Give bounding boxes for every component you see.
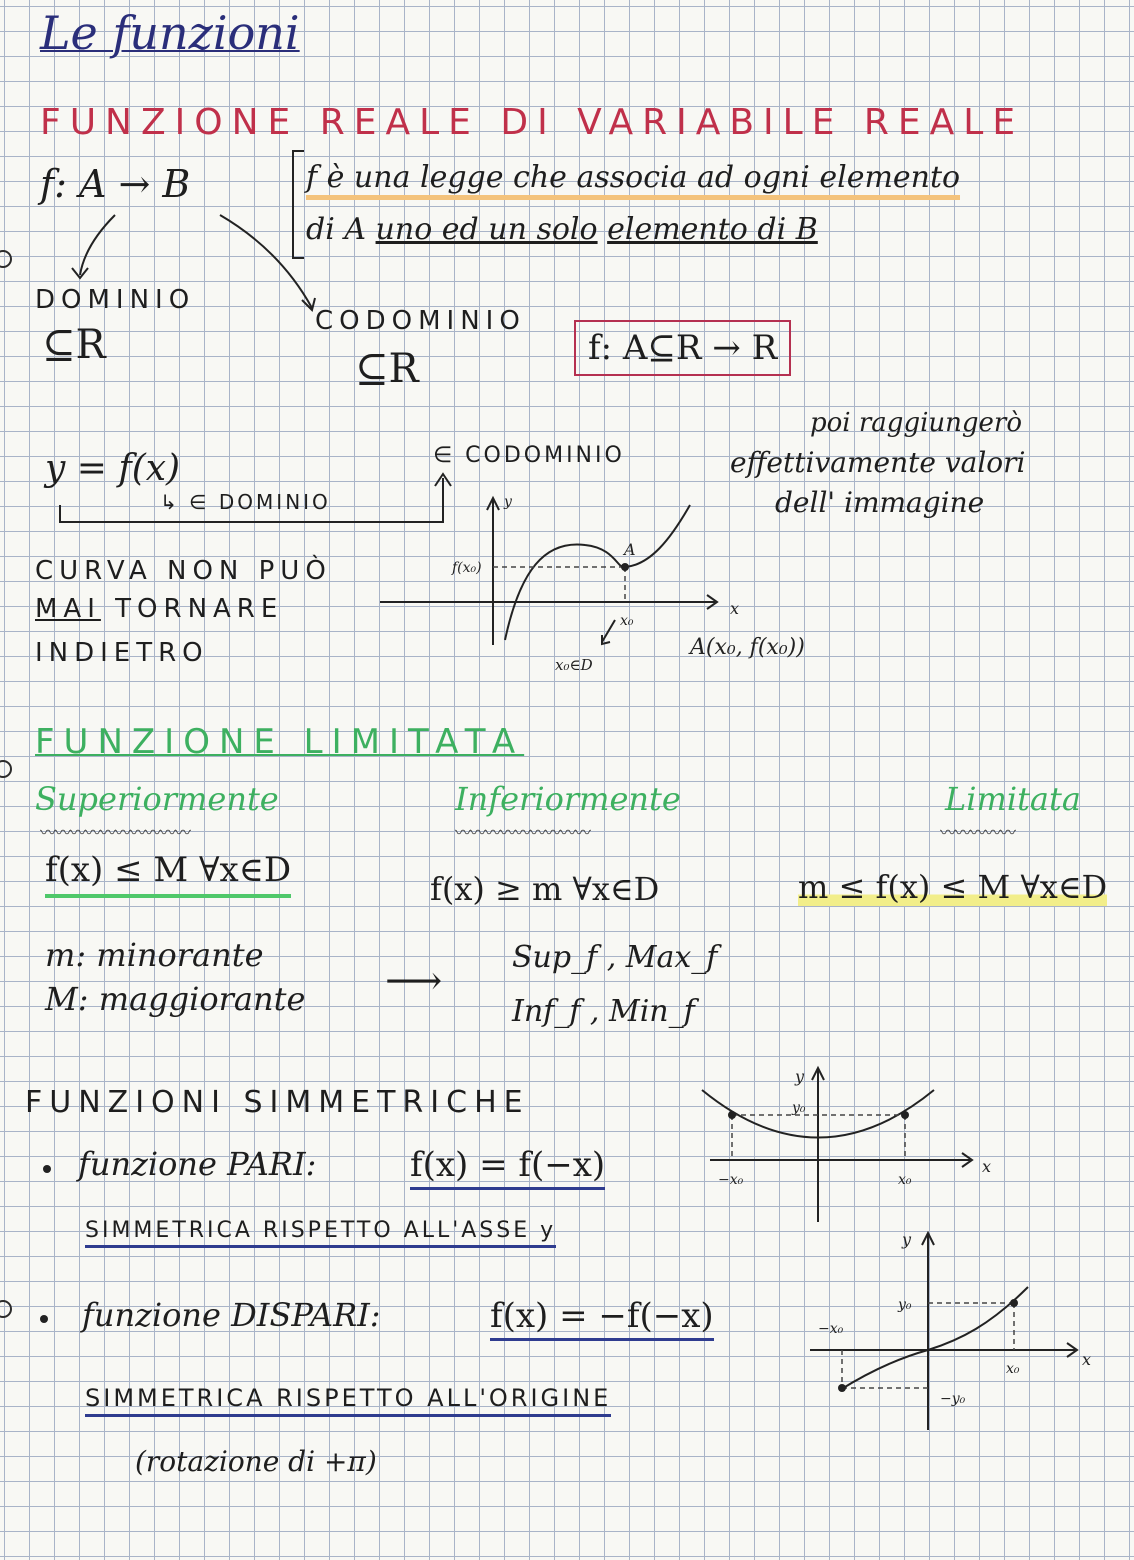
even-mx0-label: −x₀ xyxy=(718,1172,744,1188)
sup-formula: f(x) ≤ M ∀x∈D xyxy=(45,850,291,898)
wavy-underline-sup: 〰〰〰〰〰〰〰〰〰〰 xyxy=(40,823,191,842)
function-map: f: A → B xyxy=(40,162,191,206)
codominio-subset: ⊆R xyxy=(355,346,419,392)
limitata-title: Limitata xyxy=(945,780,1081,818)
dominio-label: DOMINIO xyxy=(35,285,196,315)
curve-note-line-1: CURVA NON PUÒ xyxy=(35,556,332,586)
note-line-3: dell' immagine xyxy=(775,486,985,519)
wavy-underline-lim: 〰〰〰〰〰 xyxy=(940,823,1016,842)
definition-line-2-a: di A xyxy=(306,212,366,247)
even-x0-label: x₀ xyxy=(898,1172,912,1188)
even-y0-label: y₀ xyxy=(792,1100,806,1116)
even-point-left xyxy=(728,1111,736,1119)
odd-x0-label: x₀ xyxy=(1006,1361,1020,1377)
pari-label: funzione PARI: xyxy=(78,1145,317,1183)
minorante-label: m: minorante xyxy=(45,936,264,974)
curve-note-line-2 xyxy=(35,594,283,624)
lim-formula: m ≤ f(x) ≤ M ∀x∈D xyxy=(798,868,1108,906)
odd-y0-label: y₀ xyxy=(898,1297,912,1313)
definition-line-2 xyxy=(306,212,818,247)
odd-curve xyxy=(840,1287,1028,1390)
curve-note-mai: MAI xyxy=(35,594,101,624)
arrow-to-codominio-head xyxy=(302,298,315,310)
curve-note-tornare: TORNARE xyxy=(115,594,284,624)
odd-point-left xyxy=(838,1384,846,1392)
maggiorante-label: M: maggiorante xyxy=(45,980,306,1018)
point-a-label: A xyxy=(624,540,636,559)
odd-function-graph xyxy=(800,1225,1110,1435)
definition-line-2-c: elemento di B xyxy=(607,212,818,247)
bullet-dispari xyxy=(40,1315,48,1323)
dispari-formula: f(x) = −f(−x) xyxy=(490,1296,714,1341)
x0-pointer-arrow xyxy=(602,620,615,644)
y-equals-fx: y = f(x) xyxy=(45,448,181,489)
inferiormente-title: Inferiormente xyxy=(455,780,681,818)
sup-max-label: Sup_f , Max_f xyxy=(512,940,718,975)
dispari-label: funzione DISPARI: xyxy=(82,1296,381,1334)
function-graph xyxy=(380,470,860,690)
note-line-1: poi raggiungerò xyxy=(810,408,1023,438)
y-axis-label: y xyxy=(504,494,512,510)
dispari-symmetry: SIMMETRICA RISPETTO ALL'ORIGINE xyxy=(85,1384,611,1417)
inf-formula: f(x) ≥ m ∀x∈D xyxy=(430,870,660,908)
codominio-label: CODOMINIO xyxy=(315,306,526,336)
arrow-to-codominio xyxy=(220,215,312,308)
pari-formula: f(x) = f(−x) xyxy=(410,1145,605,1190)
odd-y-label: y xyxy=(902,1230,912,1249)
wavy-underline-inf: 〰〰〰〰〰〰〰〰〰 xyxy=(455,823,591,842)
note-line-2: effettivamente valori xyxy=(730,446,1026,479)
even-point-right xyxy=(901,1111,909,1119)
arrow-to-dominio xyxy=(80,215,115,275)
section-heading-bounded: FUNZIONE LIMITATA xyxy=(35,722,525,762)
in-codominio-label: ∈ CODOMINIO xyxy=(433,443,625,468)
pari-symmetry: SIMMETRICA RISPETTO ALL'ASSE y xyxy=(85,1218,556,1248)
even-y-label: y xyxy=(795,1067,805,1086)
bullet-pari xyxy=(43,1165,51,1173)
superiormente-title: Superiormente xyxy=(35,780,279,818)
point-coords-label: A(x₀, f(x₀)) xyxy=(690,635,805,660)
section-heading-real-function: FUNZIONE REALE DI VARIABILE REALE xyxy=(40,102,1025,143)
odd-x-label: x xyxy=(1082,1350,1092,1369)
odd-mx0-label: −x₀ xyxy=(818,1321,844,1337)
rotation-note: (rotazione di +π) xyxy=(135,1445,377,1478)
x-axis-label: x xyxy=(730,599,740,618)
even-x-label: x xyxy=(982,1157,992,1176)
boxed-function-map: f: A⊆R → R xyxy=(574,320,791,376)
x0-label: x₀ xyxy=(620,613,634,629)
page-title: Le funzioni xyxy=(40,6,300,60)
function-curve xyxy=(505,505,690,640)
inf-min-label: Inf_f , Min_f xyxy=(512,994,695,1029)
point-a xyxy=(621,563,629,571)
minmax-arrow: ⟶ xyxy=(385,958,443,1004)
even-function-graph xyxy=(700,1060,1000,1230)
fx0-label: f(x₀) xyxy=(452,560,482,576)
odd-point-right xyxy=(1010,1299,1018,1307)
curve-note-line-3: INDIETRO xyxy=(35,638,209,668)
dominio-subset: ⊆R xyxy=(42,322,106,368)
in-dominio-label: ↳ ∈ DOMINIO xyxy=(160,490,331,514)
section-heading-symmetric: FUNZIONI SIMMETRICHE xyxy=(25,1085,530,1120)
definition-line-1: f è una legge che associa ad ogni elemento xyxy=(306,160,960,200)
x0-in-d-label: x₀∈D xyxy=(555,656,593,674)
odd-my0-label: −y₀ xyxy=(940,1391,966,1407)
definition-line-2-b: uno ed un solo xyxy=(375,212,598,247)
